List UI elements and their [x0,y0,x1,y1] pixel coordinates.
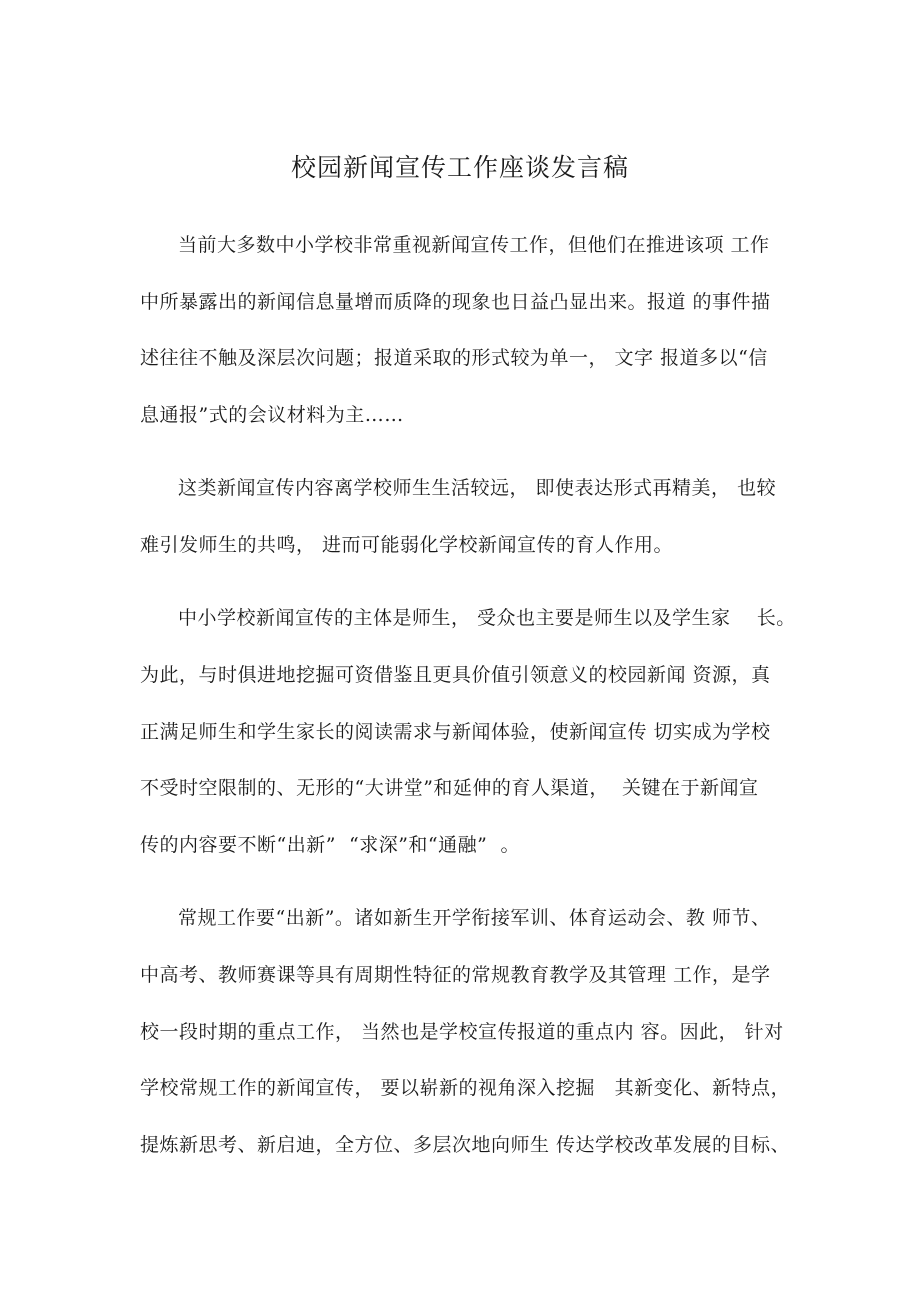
paragraph-3-line-1: 中小学校新闻宣传的主体是师生， 受众也主要是师生以及学生家 长。 [178,607,796,629]
paragraph-2-line-2: 难引发师生的共鸣， 进而可能弱化学校新闻宣传的育人作用。 [140,534,674,556]
paragraph-4-line-2: 中高考、教师赛课等具有周期性特征的常规教育教学及其管理 工作，是学 [140,964,771,986]
paragraph-1-line-1: 当前大多数中小学校非常重视新闻宣传工作，但他们在推进该项 工作 [178,234,770,256]
paragraph-1-line-4: 息通报”式的会议材料为主…… [140,404,404,426]
paragraph-3-line-2: 为此，与时俱进地挖掘可资借鉴且更具价值引领意义的校园新闻 资源，真 [140,664,771,686]
paragraph-1-line-3: 述往往不触及深层次问题；报道采取的形式较为单一， 文字 报道多以“信 [140,347,768,369]
paragraph-4-line-3: 校一段时期的重点工作， 当然也是学校宣传报道的重点内 容。因此， 针对 [140,1021,784,1043]
paragraph-2-line-1: 这类新闻宣传内容离学校师生生活较远， 即使表达形式再精美， 也较 [178,477,777,499]
paragraph-4-line-1: 常规工作要“出新”。诸如新生开学衔接军训、体育运动会、教 师节、 [178,907,771,929]
paragraph-3-line-3: 正满足师生和学生家长的阅读需求与新闻体验，使新闻宣传 切实成为学校 [140,721,771,743]
page-title: 校园新闻宣传工作座谈发言稿 [290,153,629,182]
paragraph-3-line-5: 传的内容要不断“出新” “求深”和“通融” 。 [140,834,520,856]
paragraph-4-line-4: 学校常规工作的新闻宣传， 要以崭新的视角深入挖掘 其新变化、新特点， [140,1077,791,1099]
paragraph-1-line-2: 中所暴露出的新闻信息量增而质降的现象也日益凸显出来。报道 的事件描 [140,291,771,313]
paragraph-4-line-5: 提炼新思考、新启迪，全方位、多层次地向师生 传达学校改革发展的目标、 [140,1134,791,1156]
paragraph-3-line-4: 不受时空限制的、无形的“大讲堂”和延伸的育人渠道， 关键在于新闻宣 [140,777,759,799]
